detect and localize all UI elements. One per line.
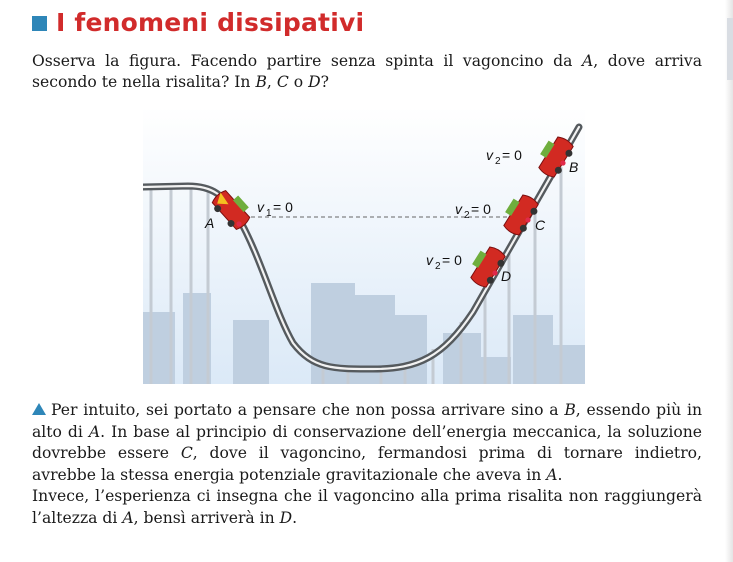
page-edge-tab [727, 18, 733, 80]
point-a-label: A [205, 215, 215, 231]
svg-text:1: 1 [266, 208, 272, 219]
svg-text:= 0: = 0 [442, 252, 462, 268]
svg-text:= 0: = 0 [502, 147, 522, 163]
section-title-text: I fenomeni dissipativi [56, 7, 365, 37]
section-marker-square [32, 16, 47, 31]
point-c-label: C [535, 217, 546, 233]
svg-text:= 0: = 0 [273, 199, 293, 215]
intro-paragraph: Osserva la figura. Facendo partire senza spinta il vagoncino da A, dove arriva secondo te nella risalita? In B, C o D? [32, 52, 702, 91]
svg-text:2: 2 [464, 210, 470, 221]
point-d-label: D [501, 268, 512, 284]
explanation-paragraph-1: Per intuito, sei portato a pensare che non possa arrivare sino a B, essendo più in alto di A. In base al principio di conservazione dell’energia meccanica, la soluzione dovrebbe essere C, dove il vagoncino, fermandosi prima di tornare indietro, avrebbe la stessa energia potenziale gravitazionale che aveva in A. [32, 401, 702, 484]
point-b-label: B [569, 159, 579, 175]
page-edge-shadow [725, 0, 733, 562]
svg-text:2: 2 [435, 261, 441, 272]
svg-text:v: v [486, 147, 493, 163]
explanation-paragraph-2: Invece, l’esperienza ci insegna che il vagoncino alla prima risalita non raggiungerà l’altezza di A, bensì arriverà in D. [32, 487, 702, 527]
svg-text:2: 2 [495, 156, 501, 167]
svg-text:v: v [426, 252, 433, 268]
roller-coaster-figure [143, 107, 585, 384]
explanation-text [32, 400, 702, 529]
triangle-bullet-icon [32, 403, 46, 415]
section-title [32, 4, 364, 40]
svg-text:v: v [257, 199, 264, 215]
svg-text:= 0: = 0 [471, 201, 491, 217]
svg-text:v: v [455, 201, 462, 217]
